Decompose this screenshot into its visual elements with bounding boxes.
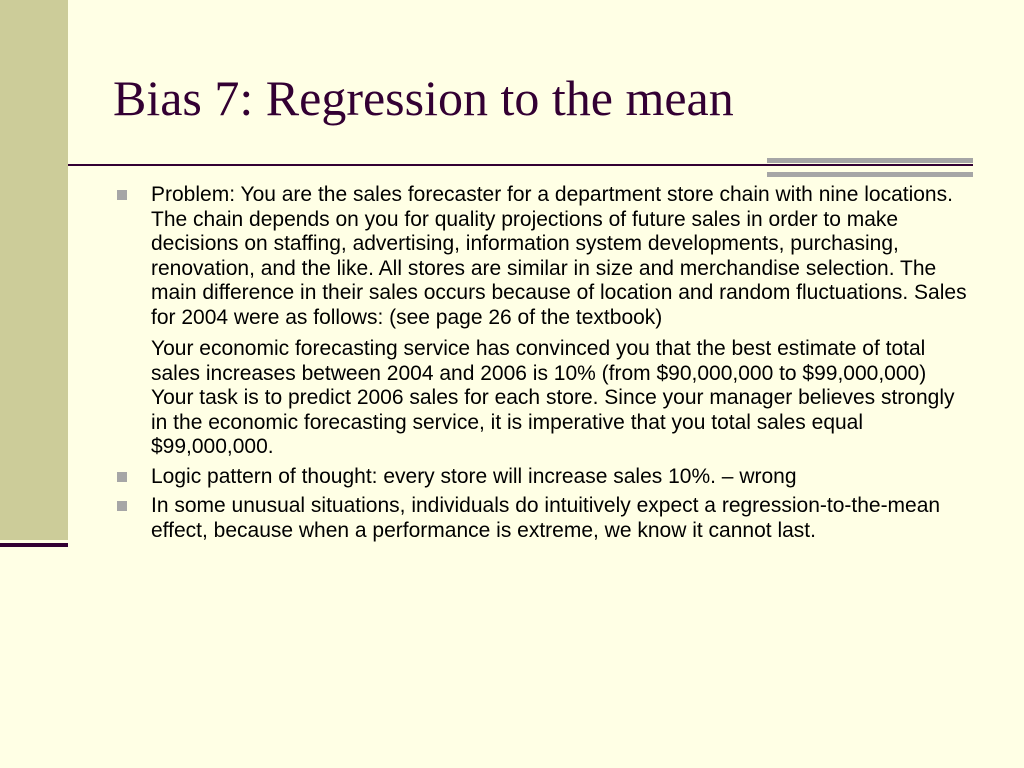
accent-bar-bottom bbox=[767, 172, 973, 177]
square-bullet-icon bbox=[117, 472, 127, 482]
left-band-underline bbox=[0, 543, 68, 547]
bullet-paragraph: Problem: You are the sales forecaster for a department store chain with nine locations. The chain depends on you for quality projections of future sales in order to make decisions on staffing, advertising, information system developments, purchasing, renovation, and the like. All stores are similar in size and merchandise selection. The main difference in their sales occurs because of location and random fluctuations. Sales for 2004 were as follows: (see page 26 of the textbook) bbox=[151, 183, 967, 329]
bullet-paragraph: Your economic forecasting service has convinced you that the best estimate of total sales increases between 2004 and 2006 is 10% (from $90,000,000 to $99,000,000) Your task is to predict 2006 sales for each store. Since your manager believes strongly in the economic forecasting service, it is imperative that you total sales equal $99,000,000. bbox=[151, 337, 955, 458]
square-bullet-icon bbox=[117, 501, 127, 511]
title-divider bbox=[68, 164, 973, 166]
bullet-item-problem bbox=[113, 183, 973, 460]
slide-body bbox=[113, 183, 973, 548]
bullet-paragraph: In some unusual situations, individuals do intuitively expect a regression-to-the-mean effect, because when a performance is extreme, we know it cannot last. bbox=[151, 494, 941, 542]
square-bullet-icon bbox=[117, 190, 127, 200]
bullet-item-logic-pattern bbox=[113, 465, 973, 490]
slide-title: Bias 7: Regression to the mean bbox=[113, 70, 734, 126]
left-decorative-band bbox=[0, 0, 68, 540]
bullet-paragraph: Logic pattern of thought: every store will increase sales 10%. – wrong bbox=[151, 464, 797, 488]
bullet-item-unusual-situations bbox=[113, 494, 973, 543]
accent-bar-top bbox=[767, 158, 973, 163]
